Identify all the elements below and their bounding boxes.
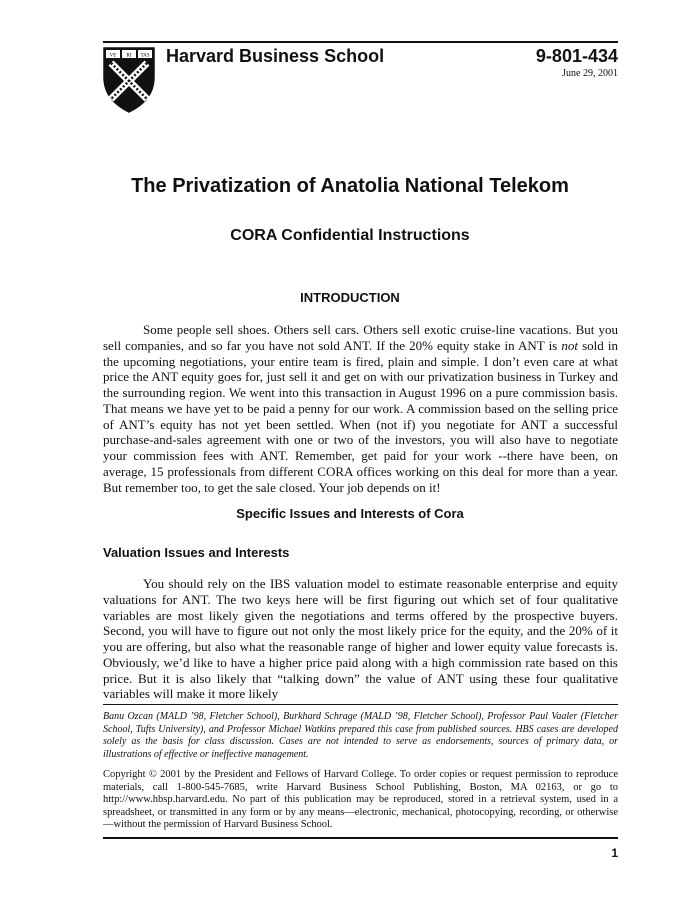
hbs-shield-logo	[103, 47, 155, 113]
copyright-notice: Copyright © 2001 by the President and Fellows of Harvard College. To order copies or request permission to reproduce materials, call 1-800-545-7685, write Harvard Business School Publishing, Boston, MA 02163, or go to http://www.hbsp.harvard.edu. No part of this publication may be reproduced, stored in a retrieval system, used in a spreadsheet, or transmitted in any form or by any means—electronic, mechanical, photocopying, recording, or otherwise—without the permission of Harvard Business School.	[103, 769, 618, 831]
introduction-paragraph: Some people sell shoes. Others sell cars. Others sell exotic cruise-line vacations. But you sell companies, and so far you have not sold ANT. If the 20% equity stake in ANT is not sold in the upcoming negotiations, your entire team is fired, plain and simple. I don’t even care at what price the ANT equity goes for, just sell it and get on with our privatization business in Turkey and the surrounding region. We went into this transaction in August 1996 on a pure commission basis. That means we have yet to be paid a penny for our work. A commission based on the selling price of ANT’s equity has not yet been settled. When (not if) you negotiate for ANT a successful purchase-and-sales agreement with one or two of the investors, you will also have to negotiate your commission fees with ANT. Remember, get paid for your work --there have been, on average, 15 professionals from different CORA offices working on this deal for more than a year. But remember too, to get the sale closed. Your job depends on it!	[103, 322, 618, 495]
document-title: The Privatization of Anatolia National Telekom	[131, 175, 569, 197]
logo-letters-1: VE	[109, 53, 117, 59]
header-rule	[103, 41, 618, 43]
author-credit: Banu Ozcan (MALD ’98, Fletcher School), Burkhard Schrage (MALD ’98, Fletcher School), Professor Paul Vaaler (Fletcher School, Tufts University), and Professor Michael Watkins prepared this case from published sources. HBS cases are developed solely as the basis for class discussion. Cases are not intended to serve as endorsements, sources of primary data, or illustrations of effective or ineffective management.	[103, 711, 618, 760]
case-date: June 29, 2001	[562, 68, 618, 79]
specific-issues-heading: Specific Issues and Interests of Cora	[236, 506, 464, 521]
school-name: Harvard Business School	[166, 46, 385, 66]
emphasis-not: not	[561, 337, 578, 353]
footer-rule	[103, 837, 618, 839]
valuation-paragraph: You should rely on the IBS valuation model to estimate reasonable enterprise and equity valuations for ANT. The two keys here will be first figuring out which set of four qualitative variables are most likely given the negotiations and terms offered by the prospective buyers. Second, you will have to figure out not only the most likely price for the equity, and the 20% of it you are offering, but also what the reasonable range of higher and lower equity value forecasts is. Obviously, we’d like to have a higher price paid along with a high commission rate based on this price. But it is also likely that “talking down” the value of ANT using these four qualitative variables will make it more likely	[103, 576, 618, 702]
logo-letters-2: RI	[126, 53, 132, 59]
footnote-rule	[103, 704, 618, 705]
logo-letters-3: TAS	[140, 53, 150, 59]
case-number: 9-801-434	[535, 46, 618, 66]
page-number: 1	[611, 846, 618, 860]
valuation-heading: Valuation Issues and Interests	[103, 545, 290, 560]
document-subtitle: CORA Confidential Instructions	[230, 227, 470, 244]
introduction-heading: INTRODUCTION	[300, 290, 400, 305]
